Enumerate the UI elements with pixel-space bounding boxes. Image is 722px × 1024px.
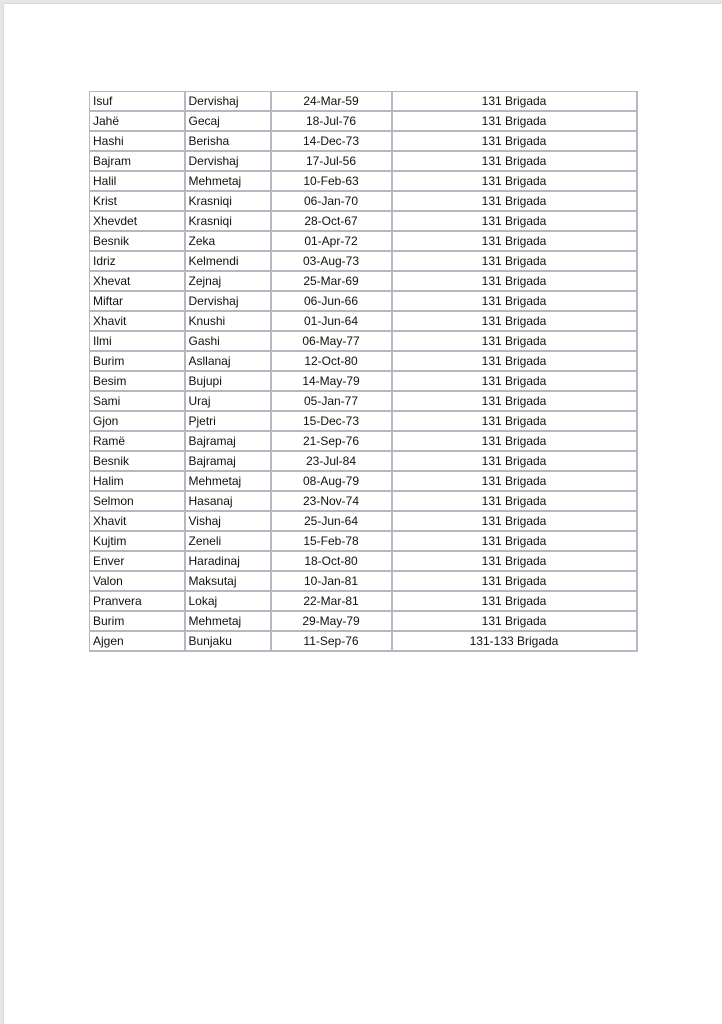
- birth-date-cell: 06-May-77: [271, 331, 392, 351]
- birth-date-cell: 25-Mar-69: [271, 271, 392, 291]
- first-name-cell: Idriz: [90, 251, 185, 271]
- unit-cell: 131 Brigada: [392, 511, 637, 531]
- table-row: [90, 291, 637, 311]
- last-name-cell: Zejnaj: [185, 271, 271, 291]
- table-row: [90, 451, 637, 471]
- first-name-cell: Hashi: [90, 131, 185, 151]
- table-row: [90, 471, 637, 491]
- birth-date-cell: 03-Aug-73: [271, 251, 392, 271]
- birth-date-cell: 06-Jun-66: [271, 291, 392, 311]
- last-name-cell: Mehmetaj: [185, 471, 271, 491]
- unit-cell: 131 Brigada: [392, 92, 637, 112]
- roster-table: [89, 91, 638, 652]
- unit-cell: 131 Brigada: [392, 171, 637, 191]
- document-page: [4, 4, 722, 1024]
- first-name-cell: Xhavit: [90, 311, 185, 331]
- last-name-cell: Zeka: [185, 231, 271, 251]
- last-name-cell: Berisha: [185, 131, 271, 151]
- unit-cell: 131 Brigada: [392, 251, 637, 271]
- first-name-cell: Enver: [90, 551, 185, 571]
- table-row: [90, 311, 637, 331]
- last-name-cell: Hasanaj: [185, 491, 271, 511]
- table-row: [90, 511, 637, 531]
- table-row: [90, 391, 637, 411]
- birth-date-cell: 21-Sep-76: [271, 431, 392, 451]
- last-name-cell: Dervishaj: [185, 92, 271, 112]
- last-name-cell: Pjetri: [185, 411, 271, 431]
- last-name-cell: Krasniqi: [185, 211, 271, 231]
- last-name-cell: Bajramaj: [185, 451, 271, 471]
- table-row: [90, 551, 637, 571]
- table-row: [90, 571, 637, 591]
- birth-date-cell: 15-Feb-78: [271, 531, 392, 551]
- first-name-cell: Halil: [90, 171, 185, 191]
- first-name-cell: Jahë: [90, 111, 185, 131]
- first-name-cell: Xhevat: [90, 271, 185, 291]
- birth-date-cell: 08-Aug-79: [271, 471, 392, 491]
- unit-cell: 131 Brigada: [392, 591, 637, 611]
- table-row: [90, 491, 637, 511]
- unit-cell: 131 Brigada: [392, 551, 637, 571]
- last-name-cell: Bajramaj: [185, 431, 271, 451]
- birth-date-cell: 05-Jan-77: [271, 391, 392, 411]
- last-name-cell: Gecaj: [185, 111, 271, 131]
- first-name-cell: Pranvera: [90, 591, 185, 611]
- unit-cell: 131 Brigada: [392, 471, 637, 491]
- first-name-cell: Kujtim: [90, 531, 185, 551]
- birth-date-cell: 18-Jul-76: [271, 111, 392, 131]
- unit-cell: 131 Brigada: [392, 531, 637, 551]
- table-row: [90, 271, 637, 291]
- roster-table-body: [90, 92, 637, 652]
- last-name-cell: Uraj: [185, 391, 271, 411]
- table-row: [90, 131, 637, 151]
- first-name-cell: Xhevdet: [90, 211, 185, 231]
- last-name-cell: Mehmetaj: [185, 171, 271, 191]
- unit-cell: 131 Brigada: [392, 611, 637, 631]
- unit-cell: 131 Brigada: [392, 311, 637, 331]
- last-name-cell: Asllanaj: [185, 351, 271, 371]
- unit-cell: 131 Brigada: [392, 231, 637, 251]
- unit-cell: 131 Brigada: [392, 291, 637, 311]
- last-name-cell: Bunjaku: [185, 631, 271, 651]
- table-row: [90, 531, 637, 551]
- table-row: [90, 431, 637, 451]
- birth-date-cell: 23-Nov-74: [271, 491, 392, 511]
- table-row: [90, 611, 637, 631]
- table-row: [90, 371, 637, 391]
- unit-cell: 131-133 Brigada: [392, 631, 637, 651]
- birth-date-cell: 15-Dec-73: [271, 411, 392, 431]
- unit-cell: 131 Brigada: [392, 191, 637, 211]
- last-name-cell: Mehmetaj: [185, 611, 271, 631]
- table-row: [90, 351, 637, 371]
- table-row: [90, 331, 637, 351]
- birth-date-cell: 28-Oct-67: [271, 211, 392, 231]
- first-name-cell: Krist: [90, 191, 185, 211]
- last-name-cell: Krasniqi: [185, 191, 271, 211]
- unit-cell: 131 Brigada: [392, 151, 637, 171]
- last-name-cell: Dervishaj: [185, 151, 271, 171]
- birth-date-cell: 17-Jul-56: [271, 151, 392, 171]
- unit-cell: 131 Brigada: [392, 111, 637, 131]
- first-name-cell: Bajram: [90, 151, 185, 171]
- last-name-cell: Kelmendi: [185, 251, 271, 271]
- birth-date-cell: 01-Jun-64: [271, 311, 392, 331]
- unit-cell: 131 Brigada: [392, 391, 637, 411]
- unit-cell: 131 Brigada: [392, 571, 637, 591]
- table-row: [90, 171, 637, 191]
- table-row: [90, 231, 637, 251]
- table-row: [90, 591, 637, 611]
- unit-cell: 131 Brigada: [392, 351, 637, 371]
- birth-date-cell: 14-May-79: [271, 371, 392, 391]
- table-row: [90, 251, 637, 271]
- birth-date-cell: 10-Feb-63: [271, 171, 392, 191]
- table-row: [90, 151, 637, 171]
- birth-date-cell: 01-Apr-72: [271, 231, 392, 251]
- last-name-cell: Knushi: [185, 311, 271, 331]
- birth-date-cell: 23-Jul-84: [271, 451, 392, 471]
- first-name-cell: Isuf: [90, 92, 185, 112]
- first-name-cell: Sami: [90, 391, 185, 411]
- birth-date-cell: 24-Mar-59: [271, 92, 392, 112]
- first-name-cell: Ramë: [90, 431, 185, 451]
- first-name-cell: Ajgen: [90, 631, 185, 651]
- first-name-cell: Halim: [90, 471, 185, 491]
- birth-date-cell: 29-May-79: [271, 611, 392, 631]
- birth-date-cell: 14-Dec-73: [271, 131, 392, 151]
- unit-cell: 131 Brigada: [392, 431, 637, 451]
- last-name-cell: Gashi: [185, 331, 271, 351]
- first-name-cell: Valon: [90, 571, 185, 591]
- birth-date-cell: 12-Oct-80: [271, 351, 392, 371]
- first-name-cell: Besim: [90, 371, 185, 391]
- table-row: [90, 191, 637, 211]
- last-name-cell: Vishaj: [185, 511, 271, 531]
- unit-cell: 131 Brigada: [392, 451, 637, 471]
- first-name-cell: Miftar: [90, 291, 185, 311]
- birth-date-cell: 11-Sep-76: [271, 631, 392, 651]
- birth-date-cell: 06-Jan-70: [271, 191, 392, 211]
- first-name-cell: Xhavit: [90, 511, 185, 531]
- birth-date-cell: 25-Jun-64: [271, 511, 392, 531]
- last-name-cell: Maksutaj: [185, 571, 271, 591]
- last-name-cell: Zeneli: [185, 531, 271, 551]
- unit-cell: 131 Brigada: [392, 411, 637, 431]
- unit-cell: 131 Brigada: [392, 211, 637, 231]
- first-name-cell: Besnik: [90, 231, 185, 251]
- last-name-cell: Lokaj: [185, 591, 271, 611]
- last-name-cell: Dervishaj: [185, 291, 271, 311]
- first-name-cell: Besnik: [90, 451, 185, 471]
- birth-date-cell: 22-Mar-81: [271, 591, 392, 611]
- first-name-cell: Burim: [90, 611, 185, 631]
- last-name-cell: Haradinaj: [185, 551, 271, 571]
- unit-cell: 131 Brigada: [392, 491, 637, 511]
- table-row: [90, 111, 637, 131]
- unit-cell: 131 Brigada: [392, 331, 637, 351]
- table-row: [90, 411, 637, 431]
- table-row: [90, 92, 637, 112]
- last-name-cell: Bujupi: [185, 371, 271, 391]
- unit-cell: 131 Brigada: [392, 371, 637, 391]
- first-name-cell: Burim: [90, 351, 185, 371]
- table-row: [90, 211, 637, 231]
- first-name-cell: Gjon: [90, 411, 185, 431]
- birth-date-cell: 10-Jan-81: [271, 571, 392, 591]
- first-name-cell: Selmon: [90, 491, 185, 511]
- birth-date-cell: 18-Oct-80: [271, 551, 392, 571]
- table-row: [90, 631, 637, 651]
- unit-cell: 131 Brigada: [392, 131, 637, 151]
- unit-cell: 131 Brigada: [392, 271, 637, 291]
- first-name-cell: Ilmi: [90, 331, 185, 351]
